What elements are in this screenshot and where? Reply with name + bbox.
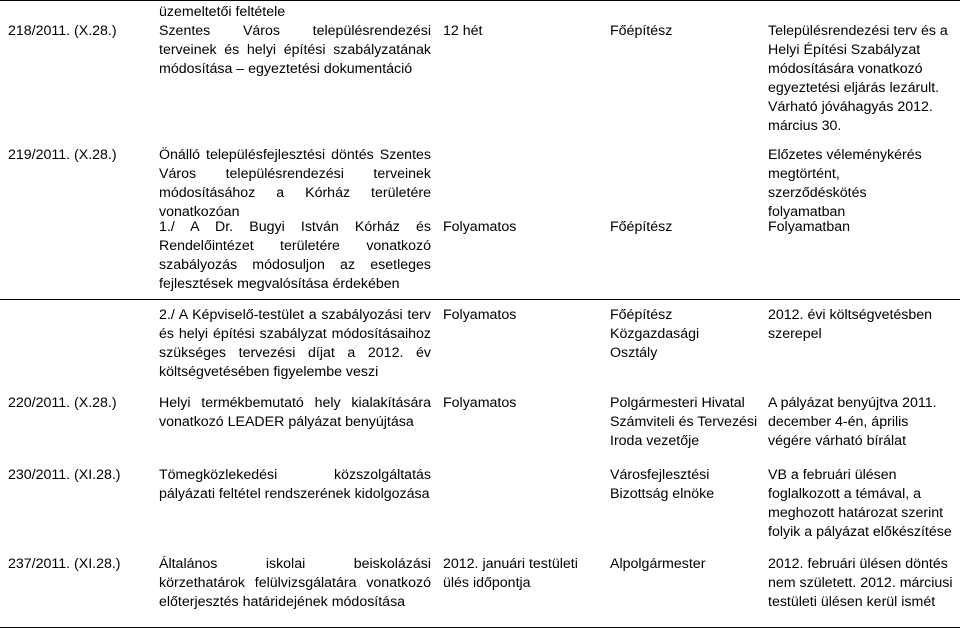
row-5-responsible: Polgármesteri Hivatal Számviteli és Tervezési Iroda vezetője (610, 395, 758, 449)
row-7-responsible: Alpolgármester (610, 556, 706, 572)
row-3-status: Folyamatban (768, 219, 851, 235)
row-1-status: Településrendezési terv és a Helyi Építési Szabályzat módosítására vonatkozó egyeztetési eljárás lezárult. Várható jóváhagyás 2012. március 30. (768, 23, 948, 134)
row-5-deadline: Folyamatos (443, 395, 517, 411)
row-4-responsible: Főépítész Közgazdasági Osztály (610, 307, 700, 361)
row-1-responsible: Főépítész (610, 23, 673, 39)
row-2-id: 219/2011. (X.28.) (8, 147, 117, 163)
row-6-responsible: Városfejlesztési Bizottság elnöke (610, 467, 715, 502)
row-6-status: VB a februári ülésen foglalkozott a témával, a meghozott határozat szerint folyik a pályázat előkészítése (768, 467, 952, 540)
row-3-task: 1./ A Dr. Bugyi István Kórház és Rendelőintézet területére vonatkozó szabályozás módosuljon az esetleges fejlesztések megvalósítása érdekében (159, 219, 431, 292)
row-5-id: 220/2011. (X.28.) (8, 395, 117, 411)
row-7-status: 2012. februári ülésen döntés nem született. 2012. márciusi testületi ülésen kerül ismét (768, 556, 953, 610)
row-4-deadline: Folyamatos (443, 307, 517, 323)
row-7-deadline: 2012. januári testületi ülés időpontja (443, 556, 578, 591)
row-5-status: A pályázat benyújtva 2011. december 4-én, április végére várható bírálat (768, 395, 937, 449)
row-7-task: Általános iskolai beiskolázási körzethatárok felülvizsgálatára vonatkozó előterjesztés határidejének módosítása (159, 556, 431, 610)
row-1-id: 218/2011. (X.28.) (8, 23, 117, 39)
row-3-deadline: Folyamatos (443, 219, 517, 235)
row-6-task: Tömegközlekedési közszolgáltatás pályázati feltétel rendszerének kidolgozása (159, 467, 431, 502)
row-4-status: 2012. évi költségvetésben szerepel (768, 307, 933, 342)
row-6-id: 230/2011. (XI.28.) (8, 467, 121, 483)
row-0-task: üzemeltetői feltétele (159, 4, 286, 20)
row-3-responsible: Főépítész (610, 219, 673, 235)
row-1-deadline: 12 hét (443, 23, 483, 39)
row-2-status: Előzetes véleménykérés megtörtént, szerződéskötés folyamatban (768, 147, 922, 220)
row-4-task: 2./ A Képviselő-testület a szabályozási terv és helyi építési szabályzat módosításaihoz szükséges tervezési díjat a 2012. év költségvetésében figyelembe veszi (159, 307, 431, 380)
row-7-id: 237/2011. (XI.28.) (8, 556, 121, 572)
row-2-task: Önálló településfejlesztési döntés Szentes Város településrendezési terveinek módosításához a Kórház területére vonatkozóan (159, 147, 431, 220)
row-rule (0, 0, 960, 1)
row-5-task: Helyi termékbemutató hely kialakítására vonatkozó LEADER pályázat benyújtása (159, 395, 431, 430)
row-rule (0, 299, 960, 300)
row-1-task: Szentes Város településrendezési terveinek és helyi építési szabályzatának módosítása – egyeztetési dokumentáció (159, 23, 431, 77)
